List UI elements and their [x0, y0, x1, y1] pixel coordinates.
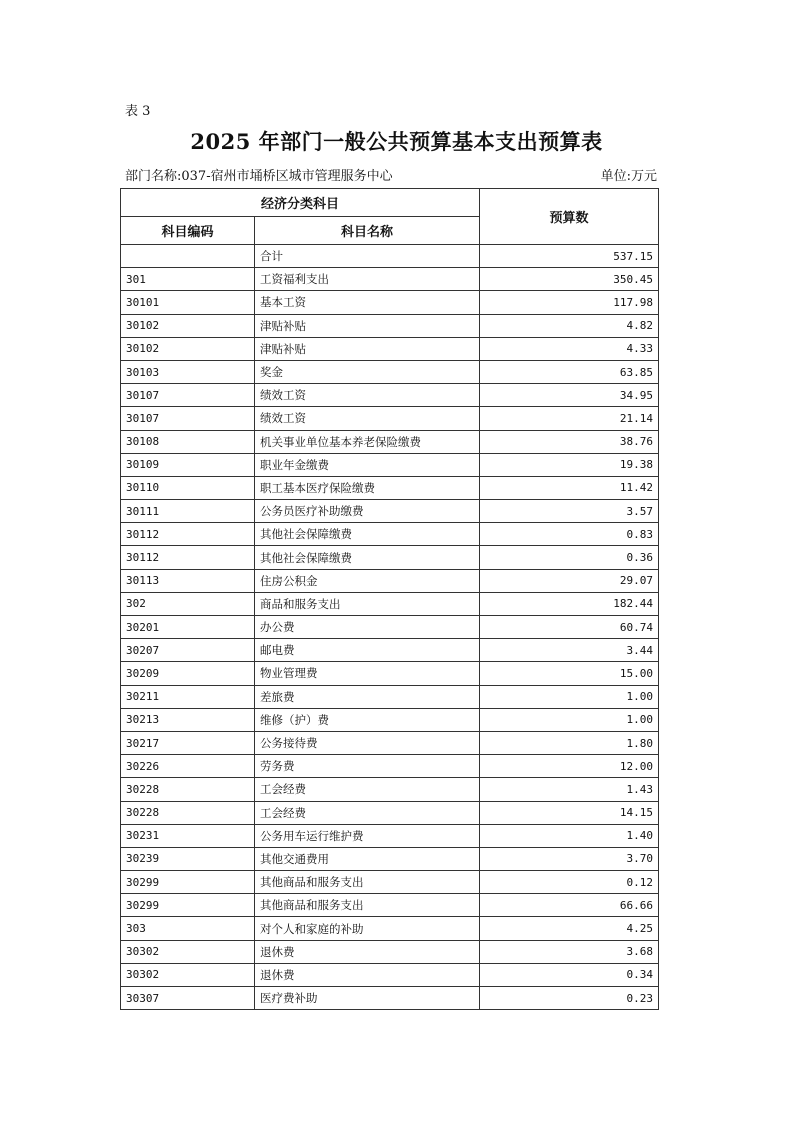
- row-code: 30228: [121, 801, 255, 824]
- table-row: [121, 917, 659, 940]
- row-name: 公务员医疗补助缴费: [255, 500, 480, 523]
- row-code: 30102: [121, 314, 255, 337]
- row-code: 30107: [121, 384, 255, 407]
- table-row: [121, 824, 659, 847]
- table-row: [121, 987, 659, 1010]
- row-name: 住房公积金: [255, 569, 480, 592]
- table-number-label: 表 3: [125, 104, 151, 119]
- row-name: 维修（护）费: [255, 708, 480, 731]
- row-code: 30108: [121, 430, 255, 453]
- row-name: 职工基本医疗保险缴费: [255, 476, 480, 499]
- table-body: [121, 245, 659, 1010]
- row-amount: 1.00: [480, 685, 659, 708]
- row-code: 30101: [121, 291, 255, 314]
- table-row: [121, 731, 659, 754]
- table-row: [121, 453, 659, 476]
- row-amount: 11.42: [480, 476, 659, 499]
- row-amount: 1.00: [480, 708, 659, 731]
- row-name: 津贴补贴: [255, 314, 480, 337]
- row-name: 基本工资: [255, 291, 480, 314]
- row-code: 30109: [121, 453, 255, 476]
- table-row: [121, 500, 659, 523]
- row-code: 30239: [121, 847, 255, 870]
- row-code: 30201: [121, 616, 255, 639]
- row-amount: 60.74: [480, 616, 659, 639]
- row-name: 劳务费: [255, 755, 480, 778]
- row-name: 其他社会保障缴费: [255, 546, 480, 569]
- row-code: 30207: [121, 639, 255, 662]
- header-code: 科目编码: [121, 217, 255, 245]
- row-name: 公务用车运行维护费: [255, 824, 480, 847]
- table-row: [121, 546, 659, 569]
- row-name: 办公费: [255, 616, 480, 639]
- row-code: 301: [121, 268, 255, 291]
- row-amount: 38.76: [480, 430, 659, 453]
- table-row: [121, 755, 659, 778]
- row-amount: 29.07: [480, 569, 659, 592]
- row-name: 工资福利支出: [255, 268, 480, 291]
- table-row: [121, 778, 659, 801]
- row-name: 公务接待费: [255, 731, 480, 754]
- row-name: 其他商品和服务支出: [255, 894, 480, 917]
- table-row: [121, 685, 659, 708]
- row-amount: 19.38: [480, 453, 659, 476]
- row-code: 30110: [121, 476, 255, 499]
- row-code: 30112: [121, 523, 255, 546]
- row-amount: 0.12: [480, 871, 659, 894]
- table-row: [121, 801, 659, 824]
- row-amount: 182.44: [480, 592, 659, 615]
- table-row: [121, 847, 659, 870]
- row-amount: 0.83: [480, 523, 659, 546]
- table-row: [121, 360, 659, 383]
- row-amount: 3.68: [480, 940, 659, 963]
- row-name: 工会经费: [255, 778, 480, 801]
- row-amount: 1.40: [480, 824, 659, 847]
- row-name: 其他交通费用: [255, 847, 480, 870]
- row-amount: 350.45: [480, 268, 659, 291]
- row-name: 差旅费: [255, 685, 480, 708]
- row-code: 30103: [121, 360, 255, 383]
- row-amount: 12.00: [480, 755, 659, 778]
- row-code: 30211: [121, 685, 255, 708]
- row-name: 工会经费: [255, 801, 480, 824]
- header-econ-class: 经济分类科目: [121, 189, 480, 217]
- table-row: [121, 592, 659, 615]
- row-name: 邮电费: [255, 639, 480, 662]
- table-row: [121, 662, 659, 685]
- header-budget: 预算数: [480, 189, 659, 245]
- row-name: 奖金: [255, 360, 480, 383]
- row-amount: 117.98: [480, 291, 659, 314]
- row-name: 津贴补贴: [255, 337, 480, 360]
- row-amount: 1.80: [480, 731, 659, 754]
- row-name: 退休费: [255, 940, 480, 963]
- unit-label: 单位:万元: [600, 169, 657, 184]
- row-amount: 15.00: [480, 662, 659, 685]
- row-amount: 0.34: [480, 963, 659, 986]
- page-title: 2025 年部门一般公共预算基本支出预算表: [190, 129, 603, 154]
- row-code: 30302: [121, 963, 255, 986]
- row-name: 医疗费补助: [255, 987, 480, 1010]
- row-name: 绩效工资: [255, 384, 480, 407]
- budget-table: [120, 188, 659, 1010]
- row-amount: 14.15: [480, 801, 659, 824]
- table-row: [121, 894, 659, 917]
- row-code: 30226: [121, 755, 255, 778]
- row-amount: 3.57: [480, 500, 659, 523]
- row-code: 303: [121, 917, 255, 940]
- row-name: 商品和服务支出: [255, 592, 480, 615]
- table-row: [121, 963, 659, 986]
- row-code: 30213: [121, 708, 255, 731]
- table-row: [121, 476, 659, 499]
- row-name: 绩效工资: [255, 407, 480, 430]
- row-amount: 4.82: [480, 314, 659, 337]
- row-amount: 21.14: [480, 407, 659, 430]
- row-code: 30299: [121, 894, 255, 917]
- row-amount: 0.23: [480, 987, 659, 1010]
- row-code: 30113: [121, 569, 255, 592]
- table-row: [121, 708, 659, 731]
- table-row: [121, 407, 659, 430]
- row-name: 其他商品和服务支出: [255, 871, 480, 894]
- row-code: 30302: [121, 940, 255, 963]
- table-row: [121, 337, 659, 360]
- table-row: [121, 523, 659, 546]
- row-amount: 34.95: [480, 384, 659, 407]
- row-code: 30307: [121, 987, 255, 1010]
- row-code: 30111: [121, 500, 255, 523]
- table-row: [121, 616, 659, 639]
- row-name: 其他社会保障缴费: [255, 523, 480, 546]
- table-row: [121, 639, 659, 662]
- row-amount: 4.33: [480, 337, 659, 360]
- table-row: [121, 430, 659, 453]
- table-row: [121, 871, 659, 894]
- row-code: 302: [121, 592, 255, 615]
- row-name: 合计: [255, 245, 480, 268]
- row-amount: 66.66: [480, 894, 659, 917]
- table-row: [121, 291, 659, 314]
- table-row: [121, 268, 659, 291]
- table-row: [121, 569, 659, 592]
- row-name: 物业管理费: [255, 662, 480, 685]
- row-code: [121, 245, 255, 268]
- row-code: 30217: [121, 731, 255, 754]
- row-amount: 63.85: [480, 360, 659, 383]
- row-name: 退休费: [255, 963, 480, 986]
- row-code: 30231: [121, 824, 255, 847]
- row-amount: 3.70: [480, 847, 659, 870]
- table-row: [121, 384, 659, 407]
- row-code: 30209: [121, 662, 255, 685]
- row-amount: 0.36: [480, 546, 659, 569]
- row-amount: 4.25: [480, 917, 659, 940]
- row-code: 30112: [121, 546, 255, 569]
- row-code: 30102: [121, 337, 255, 360]
- row-name: 对个人和家庭的补助: [255, 917, 480, 940]
- row-code: 30107: [121, 407, 255, 430]
- row-name: 机关事业单位基本养老保险缴费: [255, 430, 480, 453]
- table-row: [121, 245, 659, 268]
- row-code: 30228: [121, 778, 255, 801]
- table-row: [121, 940, 659, 963]
- row-amount: 537.15: [480, 245, 659, 268]
- row-name: 职业年金缴费: [255, 453, 480, 476]
- row-code: 30299: [121, 871, 255, 894]
- table-row: [121, 314, 659, 337]
- department-name: 部门名称:037-宿州市埇桥区城市管理服务中心: [125, 169, 393, 184]
- header-name: 科目名称: [255, 217, 480, 245]
- row-amount: 3.44: [480, 639, 659, 662]
- row-amount: 1.43: [480, 778, 659, 801]
